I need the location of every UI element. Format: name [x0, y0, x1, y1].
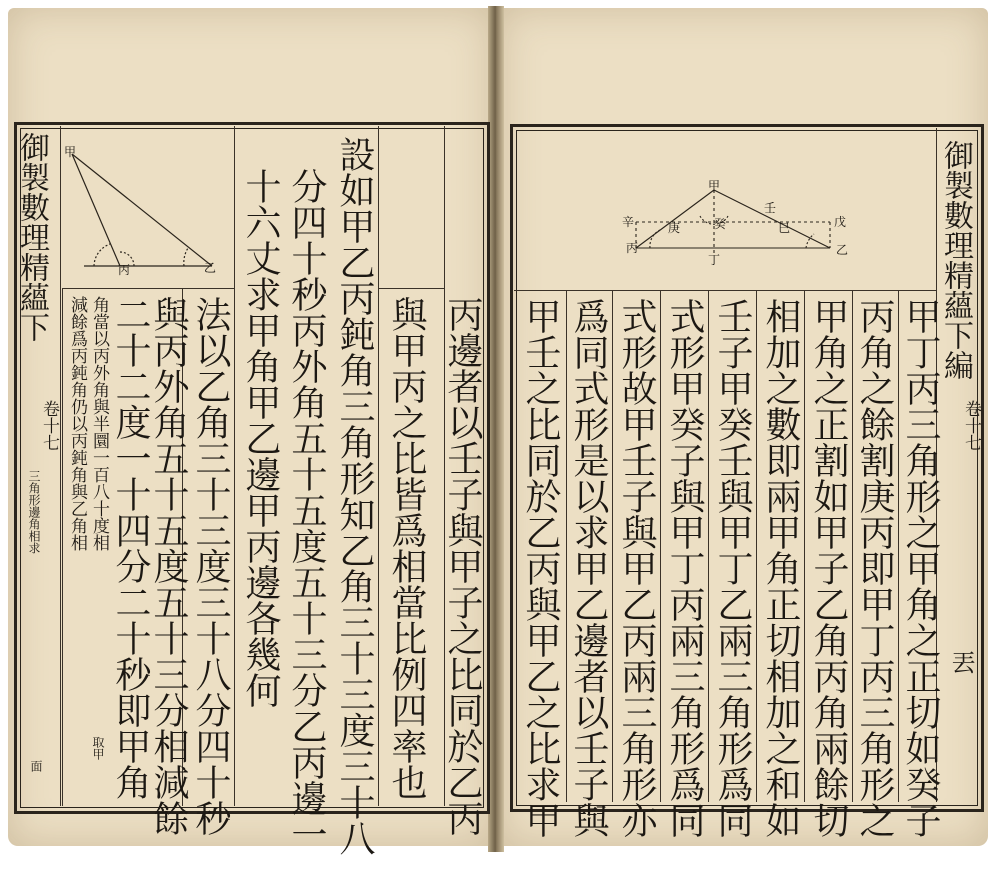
- left-divider: [234, 126, 235, 806]
- right-column-8: 爲同式形是以求甲乙邊者以壬子與: [568, 298, 609, 838]
- right-column-1: 甲丁丙三角形之甲角之正切如癸子: [900, 298, 941, 838]
- right-label-top: 甲: [708, 179, 721, 193]
- left-margin-rule: [60, 126, 61, 806]
- right-label-ren: 壬: [764, 201, 777, 215]
- right-label-ding: 丁: [708, 253, 721, 267]
- right-column-7: 式形故甲壬子與甲乙丙兩三角形亦: [616, 298, 657, 838]
- right-column-3: 甲角之正割如甲子乙角丙角兩餘切: [808, 298, 849, 838]
- note-column-1: 角當以丙外角與半圜一百八十度相: [89, 296, 109, 551]
- right-label-bing: 丙: [626, 241, 639, 255]
- right-column-6: 式形甲癸子與甲丁丙兩三角形爲同: [664, 298, 705, 838]
- problem-column-3: 十六丈求甲角甲乙邊甲丙邊各幾何: [240, 168, 281, 708]
- method-column-2: 與丙外角五十五度五十三分相減餘: [148, 296, 189, 836]
- diagram-label-yi: 乙: [204, 261, 217, 275]
- left-volume: 卷十七: [39, 400, 59, 451]
- diagram-label-bing: 丙: [118, 263, 131, 277]
- right-label-xin: 辛: [622, 215, 635, 229]
- continued-column-2: 與甲丙之比皆爲相當比例四率也: [386, 296, 427, 800]
- method-column-3: 二十二度一十四分二十秒即甲角: [110, 296, 151, 800]
- right-label-yi: 乙: [836, 243, 849, 257]
- problem-column-2: 分四十秒丙外角五十五度五十三分乙丙邊一: [286, 168, 327, 852]
- right-book-title: 御製數理精蘊下編: [938, 140, 973, 380]
- right-column-2: 丙角之餘割庚丙即甲丁丙三角形之: [854, 298, 895, 838]
- continued-column-1: 丙邊者以壬子與甲子之比同於乙丙: [442, 296, 483, 836]
- right-label-geng: 庚: [668, 221, 681, 235]
- right-column-5: 壬子甲癸壬與甲丁乙兩三角形爲同: [712, 298, 753, 838]
- right-page-number: 丟: [947, 650, 975, 674]
- right-label-wu: 戊: [834, 215, 847, 229]
- note-tail: 取甲: [91, 736, 105, 760]
- diagram-label-jia: 甲: [64, 145, 77, 159]
- left-book-title: 御製數理精蘊下: [14, 132, 49, 342]
- left-folio-mark: 面: [29, 760, 43, 772]
- note-column-2: 減餘爲丙鈍角仍以丙鈍角與乙角相: [67, 296, 87, 551]
- right-column-4: 相加之數即兩甲角正切相加之和如: [760, 298, 801, 838]
- left-section-title: 三角形邊角相求: [27, 470, 41, 554]
- book-gutter: [488, 6, 504, 852]
- problem-column-1: 設如甲乙丙鈍角三角形知乙角三十三度三十八: [334, 136, 375, 856]
- right-column-9: 甲壬之比同於乙丙與甲乙之比求甲: [520, 298, 561, 838]
- method-column-1: 法以乙角三十三度三十八分四十秒: [190, 296, 231, 836]
- right-label-gui: 癸: [714, 217, 727, 231]
- right-volume: 卷十七: [961, 400, 981, 451]
- right-label-si: 巳: [778, 221, 791, 235]
